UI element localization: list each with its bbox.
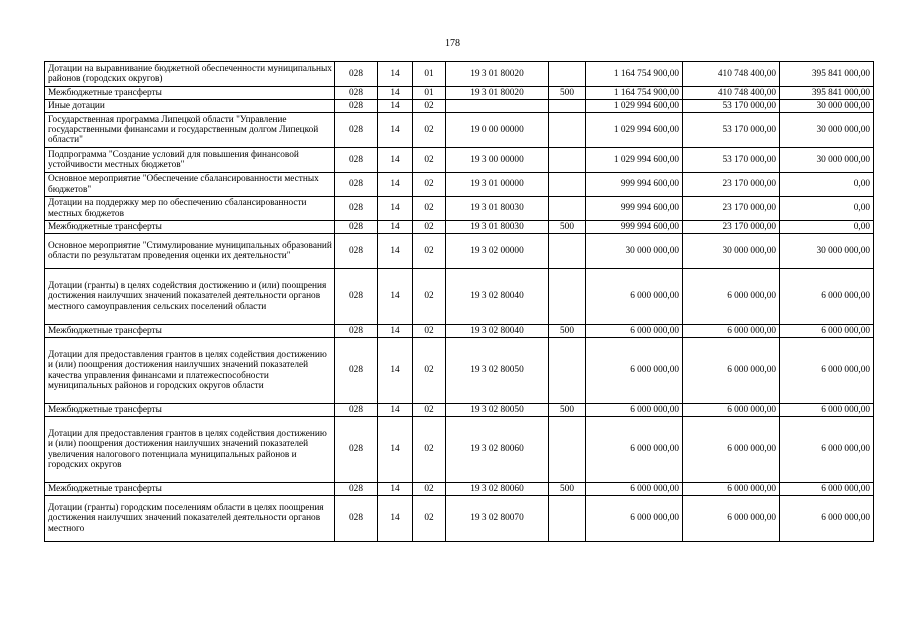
- cell-sum-2: 23 170 000,00: [683, 173, 780, 197]
- cell-sum-2: 53 170 000,00: [683, 100, 780, 113]
- cell-subsection: 01: [413, 62, 446, 87]
- cell-sum-3: 395 841 000,00: [780, 87, 874, 100]
- table-row: [45, 404, 874, 417]
- cell-subsection: 02: [413, 113, 446, 148]
- table-row: [45, 148, 874, 173]
- cell-sum-3: 30 000 000,00: [780, 113, 874, 148]
- cell-subsection: 02: [413, 338, 446, 404]
- cell-ministry-code: 028: [335, 221, 378, 234]
- cell-section: 14: [378, 113, 413, 148]
- cell-section: 14: [378, 100, 413, 113]
- cell-target-article: 19 3 01 80020: [446, 87, 549, 100]
- table-row: [45, 325, 874, 338]
- table-row: [45, 234, 874, 269]
- cell-ministry-code: 028: [335, 62, 378, 87]
- cell-ministry-code: 028: [335, 483, 378, 496]
- cell-ministry-code: 028: [335, 100, 378, 113]
- cell-name: Государственная программа Липецкой области "Управление государственными финансами и государственным долгом Липецкой области": [45, 113, 335, 148]
- cell-sum-3: 6 000 000,00: [780, 483, 874, 496]
- table-row: [45, 173, 874, 197]
- table-body: [45, 62, 874, 542]
- cell-target-article: 19 3 02 80070: [446, 496, 549, 542]
- cell-ministry-code: 028: [335, 173, 378, 197]
- cell-target-article: 19 3 01 80020: [446, 62, 549, 87]
- table-row: [45, 62, 874, 87]
- cell-target-article: [446, 100, 549, 113]
- cell-subsection: 01: [413, 87, 446, 100]
- cell-section: 14: [378, 197, 413, 221]
- table-row: [45, 197, 874, 221]
- cell-expense-type: [549, 269, 586, 325]
- cell-name: Межбюджетные трансферты: [45, 325, 335, 338]
- cell-sum-2: 53 170 000,00: [683, 148, 780, 173]
- cell-name: Межбюджетные трансферты: [45, 404, 335, 417]
- cell-sum-3: 395 841 000,00: [780, 62, 874, 87]
- cell-section: 14: [378, 325, 413, 338]
- cell-ministry-code: 028: [335, 197, 378, 221]
- cell-sum-3: 6 000 000,00: [780, 417, 874, 483]
- table-row: [45, 113, 874, 148]
- cell-subsection: 02: [413, 417, 446, 483]
- cell-expense-type: [549, 62, 586, 87]
- cell-section: 14: [378, 404, 413, 417]
- cell-section: 14: [378, 338, 413, 404]
- cell-subsection: 02: [413, 496, 446, 542]
- cell-expense-type: 500: [549, 325, 586, 338]
- cell-ministry-code: 028: [335, 87, 378, 100]
- cell-sum-3: 6 000 000,00: [780, 404, 874, 417]
- cell-target-article: 19 3 02 80040: [446, 325, 549, 338]
- table-row: [45, 87, 874, 100]
- table-row: [45, 338, 874, 404]
- cell-ministry-code: 028: [335, 113, 378, 148]
- cell-sum-1: 999 994 600,00: [586, 221, 683, 234]
- cell-sum-2: 53 170 000,00: [683, 113, 780, 148]
- cell-expense-type: [549, 338, 586, 404]
- cell-expense-type: [549, 113, 586, 148]
- cell-sum-2: 410 748 400,00: [683, 87, 780, 100]
- cell-ministry-code: 028: [335, 496, 378, 542]
- cell-sum-1: 6 000 000,00: [586, 417, 683, 483]
- cell-expense-type: [549, 417, 586, 483]
- cell-name: Иные дотации: [45, 100, 335, 113]
- cell-sum-2: 6 000 000,00: [683, 483, 780, 496]
- cell-sum-3: 30 000 000,00: [780, 148, 874, 173]
- cell-sum-2: 6 000 000,00: [683, 417, 780, 483]
- cell-sum-1: 999 994 600,00: [586, 197, 683, 221]
- cell-name: Межбюджетные трансферты: [45, 221, 335, 234]
- cell-sum-3: 6 000 000,00: [780, 338, 874, 404]
- cell-ministry-code: 028: [335, 338, 378, 404]
- cell-sum-3: 30 000 000,00: [780, 100, 874, 113]
- cell-sum-2: 6 000 000,00: [683, 496, 780, 542]
- cell-name: Дотации на выравнивание бюджетной обеспеченности муниципальных районов (городских округов): [45, 62, 335, 87]
- cell-expense-type: 500: [549, 483, 586, 496]
- cell-sum-1: 6 000 000,00: [586, 325, 683, 338]
- cell-name: Дотации для предоставления грантов в целях содействия достижению и (или) поощрения достижения наилучших значений показателей увеличения налогового потенциала муниципальных районов и городских округов: [45, 417, 335, 483]
- cell-subsection: 02: [413, 197, 446, 221]
- cell-ministry-code: 028: [335, 417, 378, 483]
- table-row: [45, 269, 874, 325]
- cell-subsection: 02: [413, 325, 446, 338]
- cell-expense-type: [549, 234, 586, 269]
- cell-name: Дотации для предоставления грантов в целях содействия достижению и (или) поощрения достижения наилучших значений показателей качества управления финансами и платежеспособности муниципальных районов и городских округов области: [45, 338, 335, 404]
- cell-expense-type: 500: [549, 87, 586, 100]
- cell-name: Межбюджетные трансферты: [45, 483, 335, 496]
- cell-ministry-code: 028: [335, 325, 378, 338]
- cell-section: 14: [378, 496, 413, 542]
- cell-sum-3: 0,00: [780, 173, 874, 197]
- cell-sum-2: 6 000 000,00: [683, 404, 780, 417]
- cell-section: 14: [378, 269, 413, 325]
- cell-target-article: 19 3 01 80030: [446, 197, 549, 221]
- cell-ministry-code: 028: [335, 269, 378, 325]
- cell-sum-3: 6 000 000,00: [780, 496, 874, 542]
- cell-sum-1: 6 000 000,00: [586, 269, 683, 325]
- cell-expense-type: [549, 197, 586, 221]
- cell-expense-type: [549, 496, 586, 542]
- cell-sum-3: 6 000 000,00: [780, 325, 874, 338]
- cell-expense-type: [549, 173, 586, 197]
- cell-section: 14: [378, 234, 413, 269]
- cell-ministry-code: 028: [335, 148, 378, 173]
- cell-sum-2: 6 000 000,00: [683, 338, 780, 404]
- cell-sum-1: 6 000 000,00: [586, 338, 683, 404]
- cell-name: Дотации (гранты) в целях содействия достижению и (или) поощрения достижения наилучших значений показателей деятельности органов местного самоуправления сельских поселений области: [45, 269, 335, 325]
- cell-section: 14: [378, 148, 413, 173]
- cell-subsection: 02: [413, 221, 446, 234]
- cell-sum-1: 6 000 000,00: [586, 404, 683, 417]
- cell-target-article: 19 3 01 80030: [446, 221, 549, 234]
- cell-sum-3: 0,00: [780, 197, 874, 221]
- cell-subsection: 02: [413, 404, 446, 417]
- cell-expense-type: 500: [549, 221, 586, 234]
- cell-ministry-code: 028: [335, 404, 378, 417]
- cell-target-article: 19 3 01 00000: [446, 173, 549, 197]
- budget-table: [44, 61, 874, 542]
- table-row: [45, 221, 874, 234]
- cell-sum-1: 999 994 600,00: [586, 173, 683, 197]
- cell-subsection: 02: [413, 173, 446, 197]
- cell-section: 14: [378, 417, 413, 483]
- cell-section: 14: [378, 221, 413, 234]
- cell-subsection: 02: [413, 100, 446, 113]
- cell-target-article: 19 0 00 00000: [446, 113, 549, 148]
- table-row: [45, 100, 874, 113]
- cell-sum-1: 1 029 994 600,00: [586, 113, 683, 148]
- cell-target-article: 19 3 02 80060: [446, 417, 549, 483]
- table-row: [45, 496, 874, 542]
- cell-name: Межбюджетные трансферты: [45, 87, 335, 100]
- cell-target-article: 19 3 02 00000: [446, 234, 549, 269]
- table-row: [45, 483, 874, 496]
- cell-name: Дотации на поддержку мер по обеспечению сбалансированности местных бюджетов: [45, 197, 335, 221]
- cell-sum-1: 1 164 754 900,00: [586, 87, 683, 100]
- cell-sum-2: 410 748 400,00: [683, 62, 780, 87]
- cell-ministry-code: 028: [335, 234, 378, 269]
- cell-name: Дотации (гранты) городским поселениям области в целях поощрения достижения наилучших значений показателей деятельности органов местного: [45, 496, 335, 542]
- cell-sum-2: 23 170 000,00: [683, 197, 780, 221]
- cell-sum-1: 6 000 000,00: [586, 496, 683, 542]
- cell-sum-1: 30 000 000,00: [586, 234, 683, 269]
- cell-name: Основное мероприятие "Обеспечение сбалансированности местных бюджетов": [45, 173, 335, 197]
- cell-sum-3: 30 000 000,00: [780, 234, 874, 269]
- cell-target-article: 19 3 02 80040: [446, 269, 549, 325]
- cell-target-article: 19 3 02 80060: [446, 483, 549, 496]
- cell-sum-2: 23 170 000,00: [683, 221, 780, 234]
- cell-section: 14: [378, 87, 413, 100]
- cell-expense-type: 500: [549, 404, 586, 417]
- cell-section: 14: [378, 62, 413, 87]
- cell-section: 14: [378, 483, 413, 496]
- cell-name: Подпрограмма "Создание условий для повышения финансовой устойчивости местных бюджетов": [45, 148, 335, 173]
- cell-sum-1: 1 029 994 600,00: [586, 100, 683, 113]
- cell-subsection: 02: [413, 483, 446, 496]
- cell-sum-3: 0,00: [780, 221, 874, 234]
- cell-target-article: 19 3 02 80050: [446, 404, 549, 417]
- cell-sum-2: 6 000 000,00: [683, 325, 780, 338]
- cell-subsection: 02: [413, 234, 446, 269]
- cell-expense-type: [549, 148, 586, 173]
- cell-section: 14: [378, 173, 413, 197]
- cell-subsection: 02: [413, 148, 446, 173]
- cell-target-article: 19 3 00 00000: [446, 148, 549, 173]
- page-number: 178: [445, 38, 460, 49]
- cell-name: Основное мероприятие "Стимулирование муниципальных образований области по результатам проведения оценки их деятельности": [45, 234, 335, 269]
- cell-subsection: 02: [413, 269, 446, 325]
- cell-sum-1: 1 029 994 600,00: [586, 148, 683, 173]
- table-row: [45, 417, 874, 483]
- cell-sum-2: 30 000 000,00: [683, 234, 780, 269]
- cell-sum-1: 6 000 000,00: [586, 483, 683, 496]
- cell-sum-1: 1 164 754 900,00: [586, 62, 683, 87]
- cell-expense-type: [549, 100, 586, 113]
- cell-target-article: 19 3 02 80050: [446, 338, 549, 404]
- cell-sum-3: 6 000 000,00: [780, 269, 874, 325]
- cell-sum-2: 6 000 000,00: [683, 269, 780, 325]
